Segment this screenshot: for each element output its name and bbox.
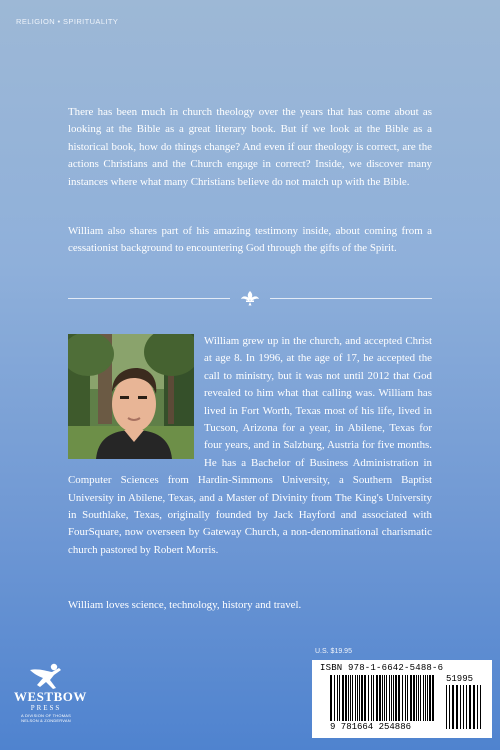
author-closing-line: William loves science, technology, history and travel. <box>68 599 302 611</box>
barcode-bar <box>429 675 431 721</box>
blurb-paragraph-2: William also shares part of his amazing testimony inside, about coming from a cessationist background to encountering God through the gifts of the Spirit. <box>68 225 432 255</box>
barcode-bar <box>379 675 381 721</box>
barcode-bar <box>361 675 363 721</box>
publisher-logo <box>14 662 87 723</box>
barcode-bar <box>395 675 397 721</box>
barcode-bar <box>339 675 340 721</box>
barcode-bar <box>355 675 356 721</box>
barcode-bar <box>416 675 417 721</box>
barcode-bar <box>359 675 360 721</box>
barcode-bar <box>386 675 387 721</box>
photo-wrap-spacer <box>68 333 204 469</box>
barcode-bar <box>427 675 428 721</box>
barcode-bar <box>466 685 467 729</box>
addon-barcode <box>446 685 484 729</box>
barcode-bar <box>432 675 434 721</box>
barcode-bar <box>405 675 406 721</box>
barcode-bar <box>449 685 450 729</box>
barcode-bar <box>371 675 372 721</box>
divider-right <box>270 298 432 299</box>
divider-left <box>68 298 230 299</box>
addon-digits: 51995 <box>446 674 474 684</box>
barcode-bar <box>423 675 424 721</box>
author-bio-text: William grew up in the church, and accepted Christ at age 8. In 1996, at the age of 17, he accepted the call to ministry, but it was not until 2012 that God revealed to him what that calling was. William has lived in Fort Worth, Texas most of his life, lived in Tucson, Arizona for a year, in Abilene, Texas for four years, and in Salzburg, Austria for five months. He has a Bachelor of Business Administration in Computer Sciences from Hardin-Simmons University, a Southern Baptist University in Abilene, Texas, and a Master of Divinity from The King's University in Southlake, Texas, originally founded by Jack Hayford and associated with FourSquare, now overseen by Gateway Church, a non-denominational charismatic church pastored by Robert Morris. <box>68 335 432 556</box>
barcode-bar <box>398 675 400 721</box>
barcode-digits: 9 781664 254886 <box>330 722 412 732</box>
barcode-bar <box>469 685 471 729</box>
barcode-bar <box>357 675 358 721</box>
price-label: U.S. $19.95 <box>315 648 352 655</box>
barcode-bar <box>420 675 421 721</box>
barcode-bar <box>460 685 461 729</box>
barcode-bar <box>330 675 332 721</box>
barcode-bar <box>376 675 378 721</box>
barcode-bar <box>418 675 419 721</box>
publisher-wordmark: WESTBOW <box>14 689 87 704</box>
barcode-bar <box>334 675 335 721</box>
barcode-bar <box>463 685 464 729</box>
barcode-bar <box>342 675 344 721</box>
publisher-press: PRESS <box>30 704 62 712</box>
ean-barcode <box>330 675 436 721</box>
leaping-figure-icon <box>26 662 66 690</box>
barcode-bar <box>477 685 478 729</box>
barcode-bar <box>352 675 353 721</box>
barcode-bar <box>456 685 458 729</box>
barcode-bar <box>446 685 447 729</box>
barcode-bar <box>373 675 374 721</box>
barcode-bar <box>407 675 408 721</box>
barcode-bar <box>389 675 390 721</box>
barcode-bar <box>391 675 392 721</box>
barcode-bar <box>425 675 426 721</box>
isbn-text: ISBN 978-1-6642-5488-6 <box>320 663 444 673</box>
barcode-bar <box>368 675 369 721</box>
barcode-bar <box>382 675 383 721</box>
barcode-bar <box>393 675 394 721</box>
barcode-bar <box>350 675 351 721</box>
barcode-panel <box>312 660 492 738</box>
barcode-bar <box>348 675 349 721</box>
barcode-bar <box>452 685 454 729</box>
barcode-bar <box>473 685 475 729</box>
barcode-bar <box>480 685 481 729</box>
fleur-de-lis-icon <box>238 290 262 306</box>
category-label: RELIGION • SPIRITUALITY <box>16 17 119 26</box>
barcode-bar <box>402 675 403 721</box>
barcode-bar <box>364 675 366 721</box>
author-bio <box>68 333 432 559</box>
barcode-bar <box>413 675 415 721</box>
barcode-bar <box>384 675 385 721</box>
barcode-bar <box>345 675 347 721</box>
barcode-bar <box>337 675 338 721</box>
publisher-division: A DIVISION OF THOMAS NELSON & ZONDERVAN <box>21 713 71 723</box>
blurb-paragraph-1: There has been much in church theology over the years that has come about as looking at the Bible as a great literary book. But if we look at the Bible as a historical book, how do things change? And even if our theology is correct, are the actions Christians and the Church engage in correct? Inside, we discover many instances where what many Christians believe do not match up with the Bible. <box>68 106 432 188</box>
barcode-bar <box>410 675 412 721</box>
